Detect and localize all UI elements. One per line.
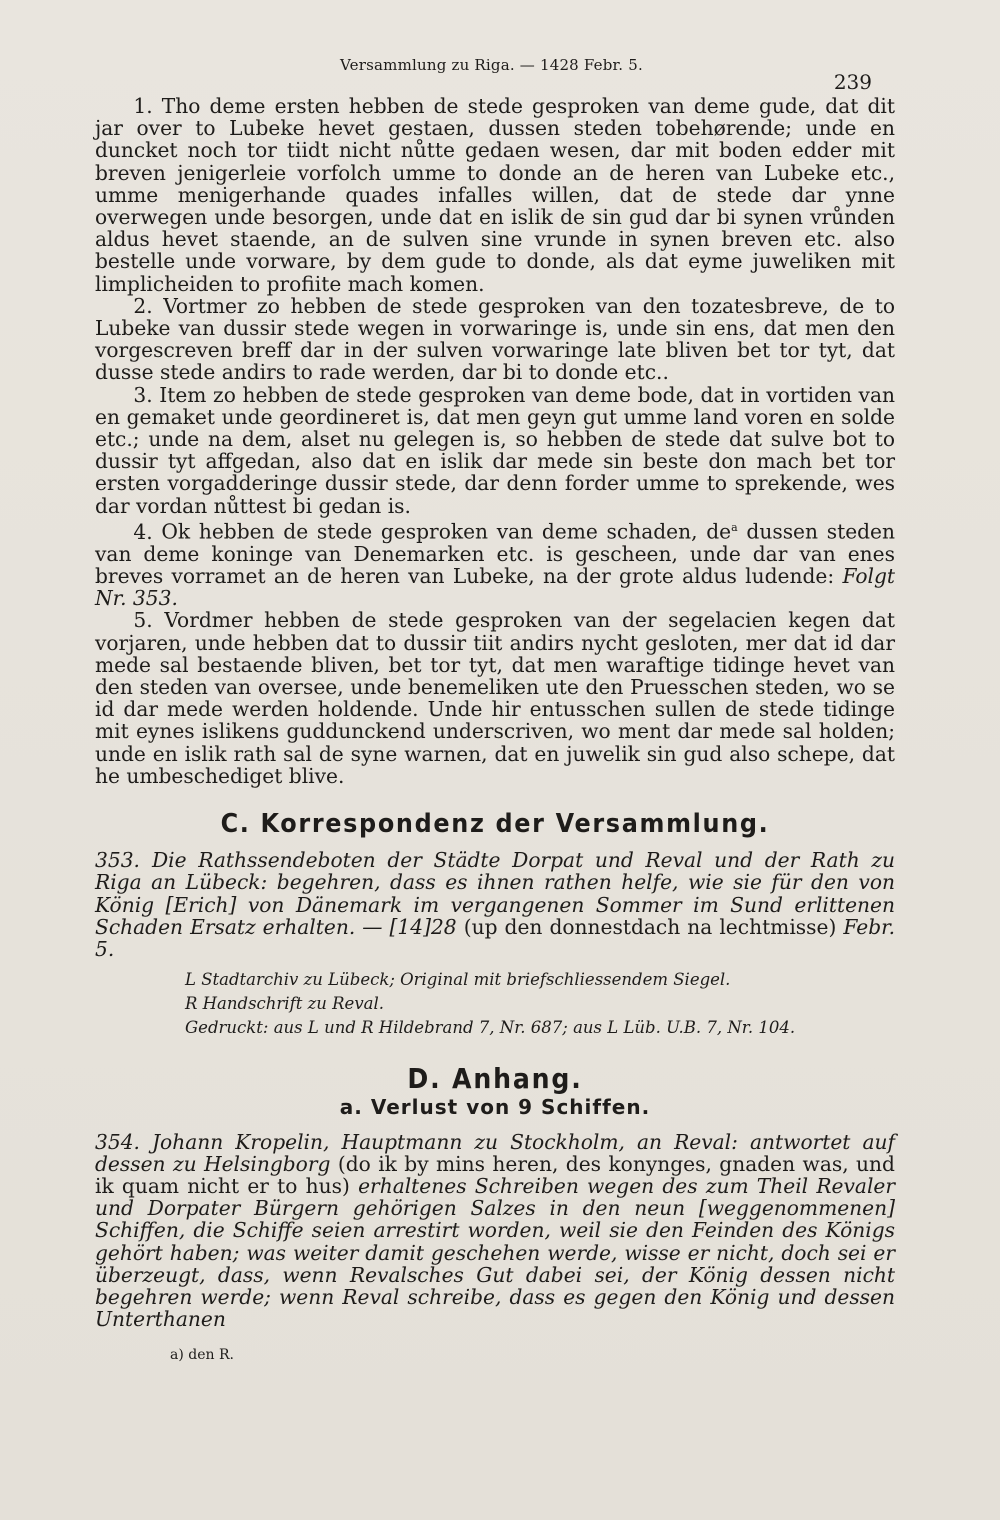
entry-number: 354.	[95, 1129, 140, 1154]
regest-summary: Die Rathssendeboten der Städte Dorpat und Reval und der Rath zu Riga an Lübeck: begehren, dass es ihnen rathen helfe, wie sie für den von König [Erich] von Dänemark im vergangenen Sommer im Sund erlittenen Schaden Ersatz erhalten. —	[95, 848, 895, 939]
footnote-marker: a	[731, 520, 738, 534]
paragraph-4	[95, 517, 895, 610]
paragraph-number: 3.	[133, 382, 153, 407]
section-heading-d: D. Anhang.	[407, 1062, 583, 1096]
regest-summary-cont: erhaltenes Schreiben wegen des zum Theil Revaler und Dorpater Bürgern gehörigen Salzes in den neun [weggenommenen] Schiffen, die Schiffe seien arrestirt worden, weil sie den Feinden des Königs gehört haben; was weiter damit geschehen werde, wisse er nicht, doch sei er überzeugt, dass, wenn Revalsches Gut dabei sei, der König dessen nicht begehren werde; wenn Reval schreibe, dass es gegen den König und dessen Unterthanen	[95, 1174, 895, 1332]
cross-reference: Folgt Nr. 353.	[95, 564, 895, 611]
paragraph-3	[95, 384, 895, 517]
paragraph-2	[95, 295, 895, 384]
paragraph-5	[95, 609, 895, 787]
paragraph-text: Vordmer hebben de stede gesproken van der segelacien kegen dat vorjaren, unde hebben dat to dussir tiit andirs nycht gesloten, mer dat id dar mede sal bestaende bliven, bet tor tyt, dat men waraftige tidinge hevet van den steden van oversee, unde benemeliken ute den Pruesschen steden, wo se id dar mede werden holdende. Unde hir entusschen sullen de stede tidinge mit eynes islikens guddunckend underscriven, wo ment dar mede sal holden; unde en islik rath sal de syne warnen, dat en juwelik sin gud also schepe, dat he umbeschediget blive.	[95, 608, 895, 788]
paragraph-text: Vortmer zo hebben de stede gesproken van den tozatesbreve, de to Lubeke van dussir stede wegen in vorwaringe is, unde sin ens, dat men den vorgescreven breff dar in der sulven vorwaringe late bliven bet tor tyt, dat dusse stede andirs to rade werden, dar bi to donde etc..	[95, 293, 895, 385]
paragraph-text: Ok hebben de stede gesproken van deme schaden, de	[161, 519, 732, 544]
regest-354	[95, 1131, 895, 1331]
footnote: a) den R.	[170, 1347, 234, 1364]
regest-date: Febr. 5.	[95, 914, 895, 962]
regest-353	[95, 849, 895, 960]
regest-date-original: (up den donnestdach na lechtmisse)	[456, 914, 837, 939]
regest-date-year: [14]28	[382, 914, 457, 939]
regest-summary: Johann Kropelin, Hauptmann zu Stockholm, an Reval: antwortet auf dessen zu Helsingborg	[95, 1129, 895, 1176]
paragraph-1	[95, 95, 895, 295]
paragraph-text-cont: dussen steden van deme koninge van Denemarken etc. is gescheen, unde dar van enes breves vorramet an de heren van Lubeke, na der grote aldus ludende:	[95, 519, 896, 588]
subsection-heading: a. Verlust von 9 Schiffen.	[339, 1095, 651, 1120]
running-head: Versammlung zu Riga. — 1428 Febr. 5.	[340, 56, 643, 74]
paragraph-number: 4.	[133, 519, 153, 544]
paragraph-number: 1.	[133, 94, 153, 118]
paragraph-number: 2.	[133, 293, 153, 318]
source-line: R Handschrift zu Reval.	[185, 994, 384, 1014]
paragraph-text: Tho deme ersten hebben de stede gesproken van deme gude, dat dit jar over to Lubeke hevet gestaen, dussen steden tobehørende; unde en duncket noch tor tiidt nicht nůtte gedaen wesen, dar mit boden edder mit breven jenigerleie vorfolch umme to donde an de heren van Lubeke etc., umme menigerhande quades infalles willen, dat de stede dar ynne overwegen unde besorgen, unde dat en islik de sin gud dar bi synen vrůnden aldus hevet staende, an de sulven sine vrunde in synen breven etc. also bestelle unde vorware, by dem gude to donde, als dat eyme juweliken mit limplicheiden to profiite mach komen.	[95, 94, 895, 296]
section-heading-c: C. Korrespondenz der Versammlung.	[220, 809, 770, 840]
source-line: L Stadtarchiv zu Lübeck; Original mit briefschliessendem Siegel.	[185, 970, 731, 990]
source-line: Gedruckt: aus L und R Hildebrand 7, Nr. 687; aus L Lüb. U.B. 7, Nr. 104.	[185, 1018, 796, 1038]
body-text	[95, 95, 895, 1367]
regest-quote: (do ik by mins heren, des konynges, gnaden was, und ik quam nicht er to hus)	[95, 1151, 895, 1199]
page-number: 239	[833, 70, 872, 94]
paragraph-number: 5.	[133, 608, 153, 633]
entry-number: 353.	[95, 848, 140, 873]
paragraph-text: Item zo hebben de stede gesproken van deme bode, dat in vortiden van en gemaket unde geordineret is, dat men geyn gut umme land voren en solde etc.; unde na dem, alset nu gelegen is, so hebben de stede dat sulve bot to dussir tyt affgedan, also dat en islik dar mede sin beste don mach bet tor ersten vorgadderinge dussir stede, dar denn forder umme to sprekende, wes dar vordan nůttest bi gedan is.	[95, 382, 895, 518]
source-notes	[185, 968, 895, 1040]
